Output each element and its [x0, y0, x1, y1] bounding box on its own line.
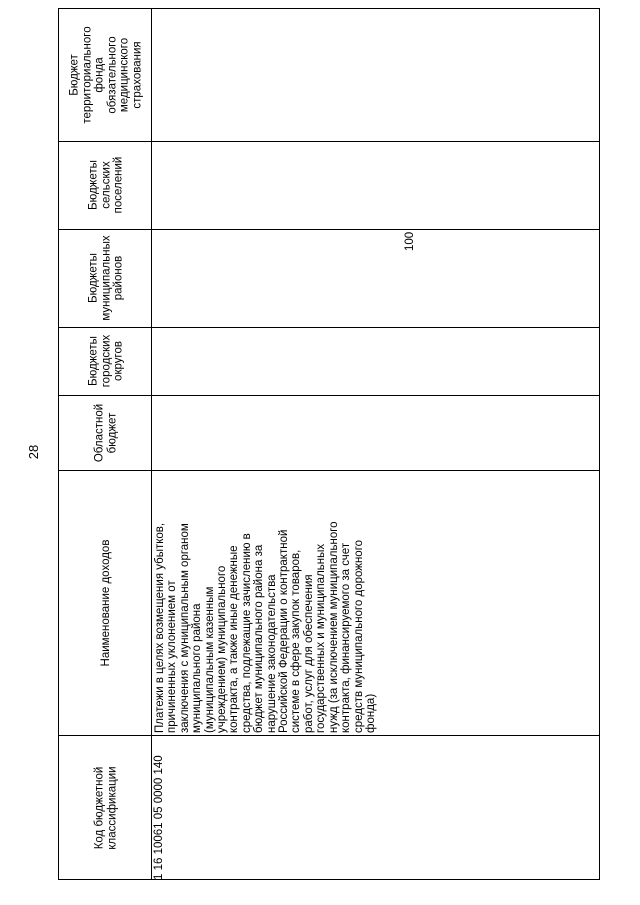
header-label-rural: Бюджеты сельских поселений	[86, 156, 124, 214]
revenue-distribution-table	[58, 8, 600, 880]
header-label-fund: Бюджет территориального фонда обязательного медицинского страхования	[68, 26, 143, 124]
row-name-cell	[152, 470, 414, 735]
header-cell-fund	[59, 9, 152, 141]
row-name: Платежи в целях возмещения убытков, причиненных уклонением от заключения с муниципальным органом муниципального района (муниципальным казенным учреждением) муниципального контракта, а также иные денежные средства, подлежащие зачислению в бюджет муниципального района за нарушение законодательства Российской Федерации о контрактной системе в сфере закупок товаров, работ, услуг для обеспечения государственных и муниципальных нужд (за исключением муниципального контракта, финансируемого за счет средств муниципального дорожного фонда)	[154, 521, 377, 733]
row-rural-cell	[152, 141, 599, 229]
row-code-cell	[152, 735, 167, 881]
header-label-name: Наименование доходов	[99, 539, 112, 666]
row-municipal-cell	[404, 229, 418, 329]
header-label-regional: Областной бюджет	[93, 403, 118, 462]
header-cell-regional	[59, 395, 152, 470]
header-cell-rural	[59, 141, 152, 229]
row-fund-cell	[152, 9, 599, 141]
header-cell-urban	[59, 327, 152, 395]
header-cell-code	[59, 735, 152, 881]
row-urban-cell	[152, 327, 599, 395]
page-number: 28	[26, 444, 41, 460]
header-label-municipal: Бюджеты муниципальных районов	[86, 235, 124, 321]
header-cell-municipal	[59, 229, 152, 327]
row-municipal-value: 100	[404, 231, 416, 251]
header-label-code: Код бюджетной классификации	[93, 766, 118, 850]
row-code: 1 16 10061 05 0000 140	[153, 755, 165, 880]
row-regional-cell	[152, 395, 599, 470]
header-label-urban: Бюджеты городских округов	[86, 334, 124, 388]
header-cell-name	[59, 470, 152, 735]
